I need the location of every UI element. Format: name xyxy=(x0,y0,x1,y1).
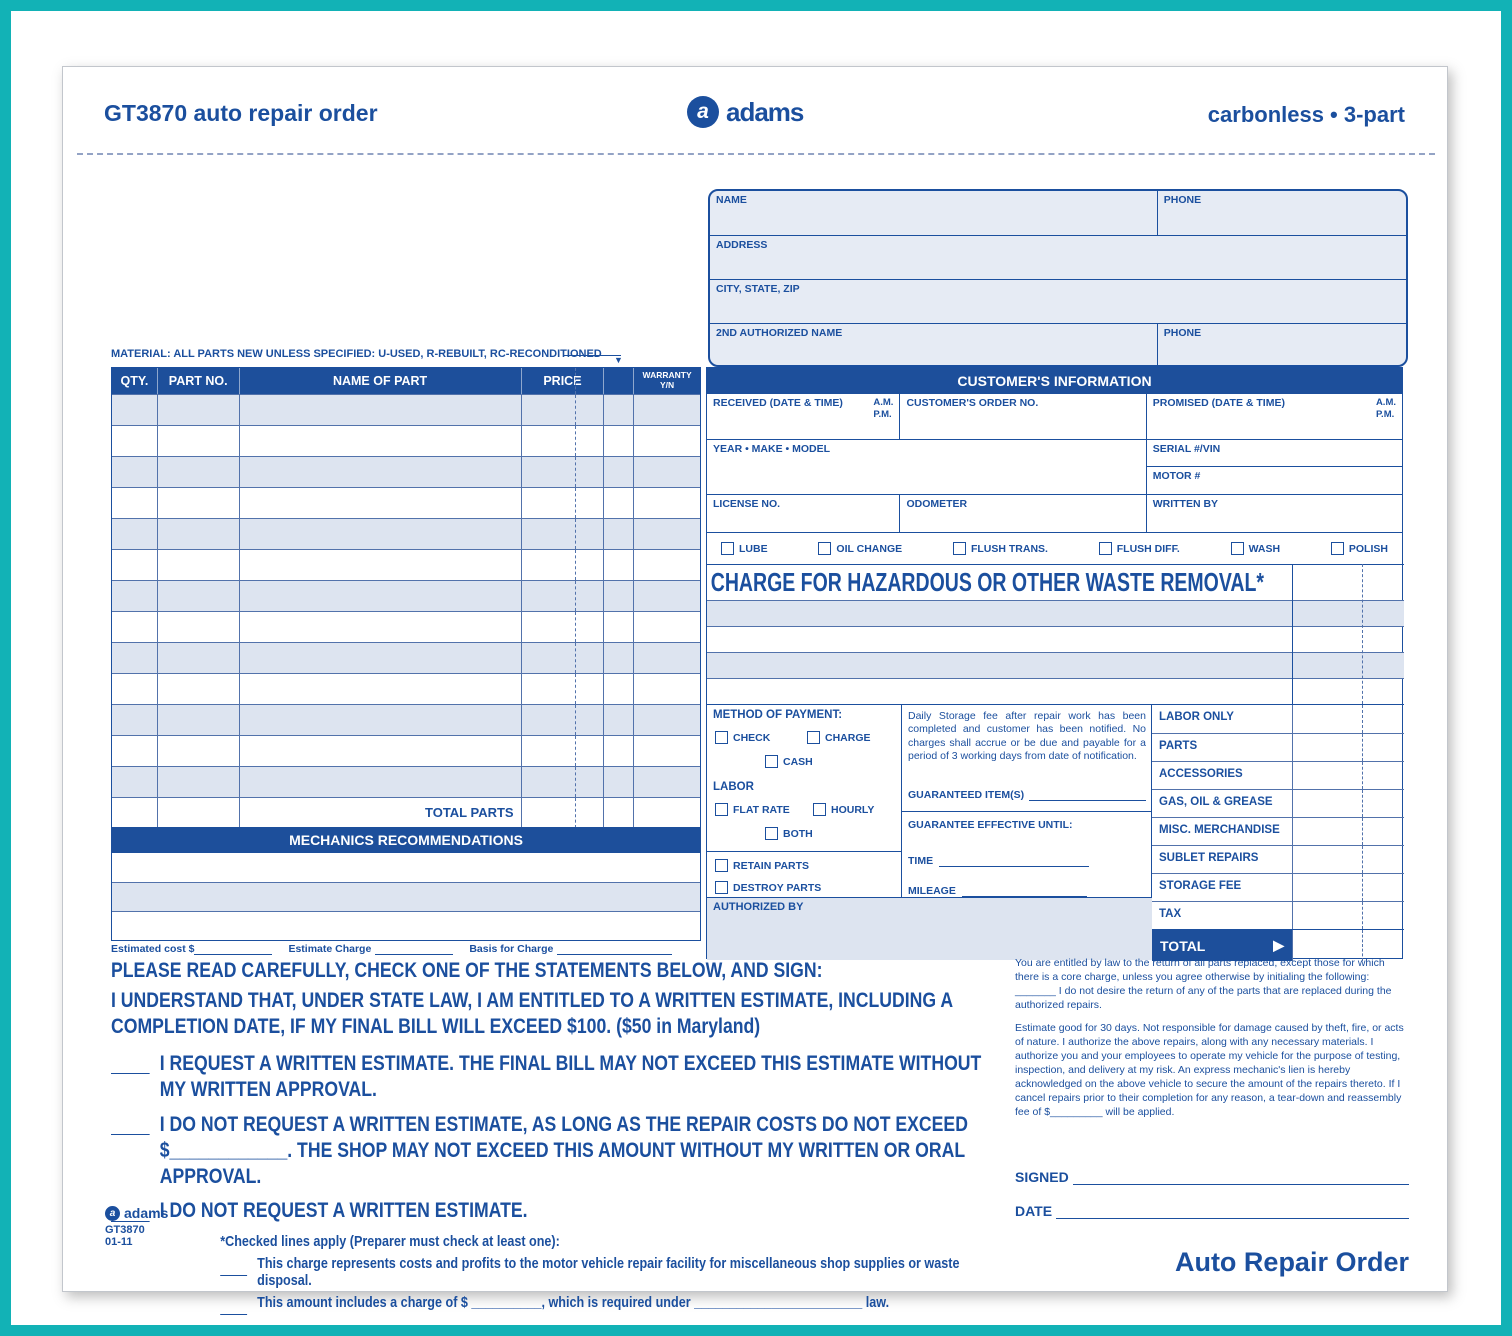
polish-checkbox xyxy=(1331,542,1344,555)
qty-header: QTY. xyxy=(120,374,149,388)
method-of-payment-label: METHOD OF PAYMENT: xyxy=(713,709,843,721)
motor-field: MOTOR # xyxy=(1152,470,1201,482)
estimate-charge-label: Estimate Charge xyxy=(288,943,372,955)
cash-checkbox xyxy=(765,755,778,768)
oil-change-checkbox xyxy=(818,542,831,555)
repair-order-form xyxy=(62,66,1448,1312)
price-header: PRICE xyxy=(521,368,604,394)
footer-form-number: GT3870 xyxy=(105,1224,145,1236)
parts-table-header xyxy=(112,368,700,394)
method-of-payment-block xyxy=(707,704,902,897)
lube-checkbox-item: LUBE xyxy=(721,542,768,555)
amount-column-line xyxy=(1292,564,1293,704)
statement-option-1: I REQUEST A WRITTEN ESTIMATE. THE FINAL BILL MAY NOT EXCEED THIS ESTIMATE WITHOUT MY WRITTEN APPROVAL. xyxy=(111,1051,1010,1102)
parts-row xyxy=(112,580,700,611)
retain-parts-checkbox xyxy=(715,859,728,872)
parts-row xyxy=(112,487,700,518)
payment-divider xyxy=(707,851,901,852)
parts-row xyxy=(112,394,700,425)
serial-vin-field: SERIAL #/VIN xyxy=(1147,440,1402,467)
parts-row xyxy=(112,549,700,580)
form-title: GT3870 auto repair order xyxy=(104,100,378,126)
flush-diff-checkbox-item: FLUSH DIFF. xyxy=(1099,542,1180,555)
storage-block xyxy=(902,704,1152,897)
totals-column xyxy=(1152,704,1404,960)
charge-row xyxy=(707,626,1404,652)
mechanics-row xyxy=(112,853,700,882)
mechanics-rows xyxy=(111,853,701,941)
guarantee-divider xyxy=(902,811,1151,812)
perforation-line xyxy=(77,153,1435,155)
customer-box xyxy=(708,189,1408,367)
legal-paragraph-2: Estimate good for 30 days. Not responsible for damage caused by theft, fire, or acts of nature. I authorize the above repairs, along with any necessary materials. I authorize you and your employees to operate my vehicle for the purpose of testing, inspection, and delivery at my risk. An express mechanic's lien is hereby acknowledged on the above vehicle to secure the amount of the repairs thereto. If I cancel repairs prior to their completion for any reason, a tear-down and reassembly fee of $_________ will be applied. xyxy=(1015,1022,1404,1118)
mechanics-row xyxy=(112,882,700,911)
parts-row xyxy=(112,611,700,642)
total-label: TOTAL xyxy=(1160,937,1206,954)
license-field: LICENSE NO. xyxy=(713,498,781,510)
both-checkbox xyxy=(765,827,778,840)
mechanics-row xyxy=(112,911,700,940)
part-no-header: PART NO. xyxy=(157,368,239,394)
retain-parts-checkbox-item: RETAIN PARTS xyxy=(715,859,809,872)
totals-row: ACCESSORIES xyxy=(1152,761,1404,789)
legal-block xyxy=(1015,957,1409,1119)
lube-checkbox xyxy=(721,542,734,555)
warranty-header: WARRANTY Y/N xyxy=(633,368,700,394)
footer-revision: 01-11 xyxy=(105,1236,133,1248)
blank-col-header xyxy=(603,368,633,394)
destroy-parts-checkbox xyxy=(715,881,728,894)
hazard-row xyxy=(707,564,1404,600)
flat-rate-checkbox xyxy=(715,803,728,816)
parts-row xyxy=(112,642,700,673)
customer-name-field: NAME xyxy=(716,194,747,206)
parts-row xyxy=(112,704,700,735)
variant-label: carbonless • 3-part xyxy=(1207,102,1405,127)
signed-line: SIGNED xyxy=(1015,1169,1409,1185)
parts-row xyxy=(112,766,700,797)
second-authorized-field: 2ND AUTHORIZED NAME xyxy=(716,327,843,339)
totals-row: LABOR ONLY xyxy=(1152,705,1404,733)
customer-info-title: CUSTOMER'S INFORMATION xyxy=(707,368,1402,394)
product-title: Auto Repair Order xyxy=(1174,1247,1409,1277)
total-parts-label: TOTAL PARTS xyxy=(239,798,521,828)
preparer-note: *Checked lines apply (Preparer must check at least one): xyxy=(220,1233,560,1251)
flush-diff-checkbox xyxy=(1099,542,1112,555)
date-line: DATE xyxy=(1015,1203,1409,1219)
customer-info-section xyxy=(706,367,1403,959)
name-header: NAME OF PART xyxy=(239,368,521,394)
written-by-field: WRITTEN BY xyxy=(1146,495,1402,532)
guarantee-effective-label: GUARANTEE EFFECTIVE UNTIL: xyxy=(908,819,1073,831)
hourly-checkbox-item: HOURLY xyxy=(813,803,874,816)
promised-field: PROMISED (DATE & TIME) A.M. P.M. xyxy=(1146,394,1402,439)
customer-city-field: CITY, STATE, ZIP xyxy=(710,279,1406,323)
customer-address-field: ADDRESS xyxy=(710,235,1406,279)
material-arrow-icon: ▼ xyxy=(614,355,623,365)
year-make-model-field: YEAR • MAKE • MODEL xyxy=(713,443,831,455)
services-row xyxy=(707,532,1402,564)
required-charge-note: This amount includes a charge of $ __________, which is required under ________________________ law. xyxy=(220,1294,1010,1315)
second-phone-field: PHONE xyxy=(1157,324,1406,367)
charge-checkbox xyxy=(807,731,820,744)
storage-fee-text: Daily Storage fee after repair work has been completed and customer has been notified. No charges shall accrue or be due and payable for a period of 3 working days from date of notification. xyxy=(908,710,1146,763)
footer-adams-logo-icon: a xyxy=(105,1206,120,1221)
material-arrow-line xyxy=(563,355,621,356)
received-field: RECEIVED (DATE & TIME) A.M. P.M. xyxy=(713,397,894,421)
charge-checkbox-item: CHARGE xyxy=(807,731,871,744)
polish-checkbox-item: POLISH xyxy=(1331,542,1388,555)
basis-for-charge-label: Basis for Charge xyxy=(469,943,554,955)
material-note: MATERIAL: ALL PARTS NEW UNLESS SPECIFIED: U-USED, R-REBUILT, RC-RECONDITIONED xyxy=(111,348,602,360)
estimated-cost-label: Estimated cost $ xyxy=(111,943,195,955)
flat-rate-checkbox-item: FLAT RATE xyxy=(715,803,790,816)
totals-row: GAS, OIL & GREASE xyxy=(1152,789,1404,817)
amount-cents-line xyxy=(1362,564,1363,704)
parts-row xyxy=(112,425,700,456)
cash-checkbox-item: CASH xyxy=(765,755,813,768)
totals-row: SUBLET REPAIRS xyxy=(1152,845,1404,873)
flush-trans-checkbox-item: FLUSH TRANS. xyxy=(953,542,1048,555)
both-checkbox-item: BOTH xyxy=(765,827,813,840)
totals-row: TAX xyxy=(1152,901,1404,929)
parts-row xyxy=(112,456,700,487)
statement-understand: I UNDERSTAND THAT, UNDER STATE LAW, I AM ENTITLED TO A WRITTEN ESTIMATE, INCLUDING A COMPLETION DATE, IF MY FINAL BILL WILL EXCEED $100. ($50 in Maryland) xyxy=(111,989,953,1038)
totals-row: MISC. MERCHANDISE xyxy=(1152,817,1404,845)
statements-block xyxy=(111,959,1010,1315)
legal-paragraph-1: You are entitled by law to the return of all parts replaced, except those for which there is a core charge, unless you agree otherwise by initialing the following: _______ I do not desire the return of any of the parts that are replaced during the authorized repairs. xyxy=(1015,957,1392,1011)
footer-adams-wordmark: adams xyxy=(124,1205,169,1221)
shop-supplies-note: This charge represents costs and profits to the motor vehicle repair facility for miscellaneous shop supplies or waste disposal. xyxy=(220,1255,1010,1289)
hourly-checkbox xyxy=(813,803,826,816)
charge-row xyxy=(707,600,1404,626)
time-line: TIME xyxy=(908,851,1133,867)
adams-logo xyxy=(687,96,803,128)
parts-table xyxy=(111,367,701,829)
customer-phone-field: PHONE xyxy=(1157,191,1406,235)
check-checkbox xyxy=(715,731,728,744)
adams-wordmark: adams xyxy=(726,96,804,127)
parts-row xyxy=(112,735,700,766)
parts-row xyxy=(112,673,700,704)
statements-intro: PLEASE READ CAREFULLY, CHECK ONE OF THE STATEMENTS BELOW, AND SIGN: xyxy=(111,959,823,982)
labor-label: LABOR xyxy=(713,781,754,793)
totals-row: STORAGE FEE xyxy=(1152,873,1404,901)
statement-option-2: I DO NOT REQUEST A WRITTEN ESTIMATE, AS LONG AS THE REPAIR COSTS DO NOT EXCEED $____________. THE SHOP MAY NOT EXCEED THIS AMOUNT WITHOUT MY WRITTEN OR ORAL APPROVAL. xyxy=(111,1112,1010,1189)
footer-brand-block xyxy=(105,1205,168,1248)
hazard-label: CHARGE FOR HAZARDOUS OR OTHER WASTE REMOVAL* xyxy=(710,567,1264,597)
parts-row xyxy=(112,518,700,549)
estimate-line xyxy=(111,943,701,955)
adams-logo-icon: a xyxy=(687,96,719,128)
wash-checkbox-item: WASH xyxy=(1231,542,1281,555)
total-arrow-icon: ▶ xyxy=(1273,937,1284,953)
statement-option-3: I DO NOT REQUEST A WRITTEN ESTIMATE. xyxy=(111,1199,1010,1223)
mileage-line: MILEAGE xyxy=(908,881,1133,897)
wash-checkbox xyxy=(1231,542,1244,555)
charge-row xyxy=(707,678,1404,704)
authorized-by-field: AUTHORIZED BY xyxy=(707,897,1152,960)
odometer-field: ODOMETER xyxy=(899,495,1145,532)
total-parts-row xyxy=(112,797,700,828)
flush-trans-checkbox xyxy=(953,542,966,555)
order-no-field: CUSTOMER'S ORDER NO. xyxy=(899,394,1145,439)
mechanics-header: MECHANICS RECOMMENDATIONS xyxy=(111,827,701,853)
charge-row xyxy=(707,652,1404,678)
oil-change-checkbox-item: OIL CHANGE xyxy=(818,542,902,555)
guaranteed-items-line: GUARANTEED ITEM(S) xyxy=(908,785,1146,801)
destroy-parts-checkbox-item: DESTROY PARTS xyxy=(715,881,821,894)
check-checkbox-item: CHECK xyxy=(715,731,770,744)
totals-row: PARTS xyxy=(1152,733,1404,761)
